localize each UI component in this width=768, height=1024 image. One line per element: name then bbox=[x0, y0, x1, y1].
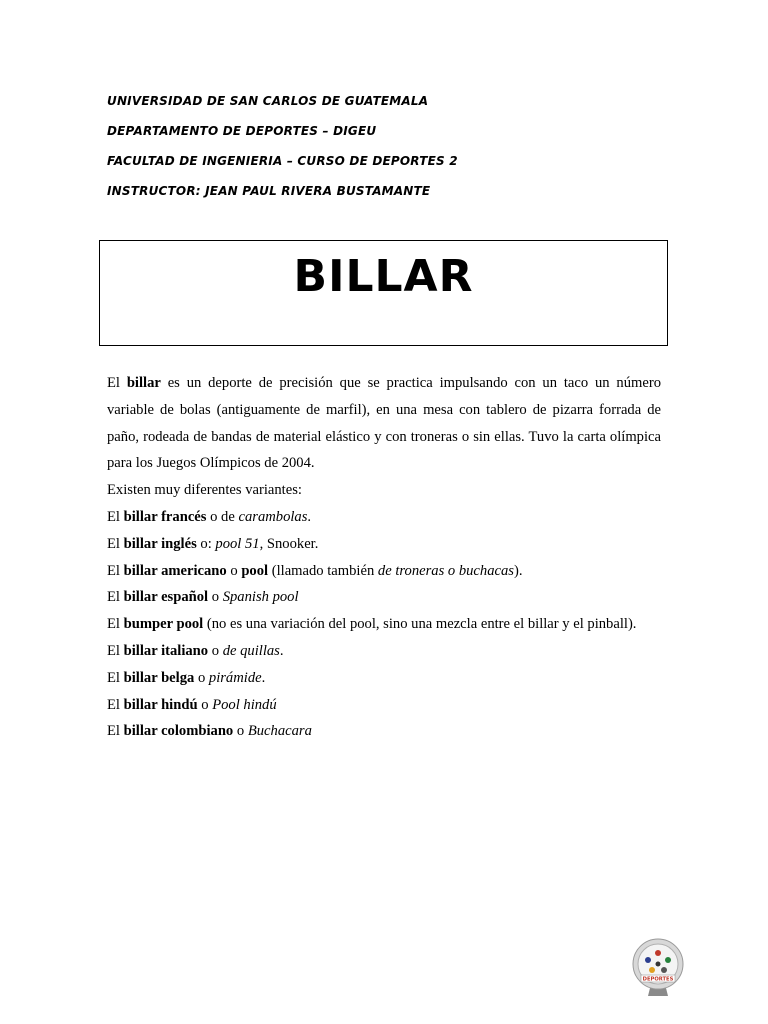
variant-item-belga bbox=[107, 665, 661, 692]
variant-prefix: El bbox=[107, 696, 124, 713]
variant-prefix: El bbox=[107, 535, 124, 552]
variant-prefix: El bbox=[107, 589, 124, 606]
variant-name: billar inglés bbox=[123, 535, 197, 552]
variant-item-bumper-pool bbox=[107, 611, 661, 638]
variant-alias: pool 51 bbox=[215, 535, 260, 552]
variant-connector: o de bbox=[206, 508, 239, 525]
page-title: BILLAR bbox=[293, 251, 474, 302]
variant-connector-alt: (llamado también bbox=[268, 562, 378, 579]
intro-bold-term: billar bbox=[126, 375, 161, 391]
variant-prefix: El bbox=[107, 616, 124, 633]
variant-name: bumper pool bbox=[123, 616, 204, 633]
variants-intro: Existen muy diferentes variantes: bbox=[107, 482, 302, 499]
variant-prefix: El bbox=[107, 723, 124, 740]
deportes-logo-icon bbox=[632, 938, 684, 998]
variant-connector: o bbox=[208, 589, 223, 606]
variant-connector: o bbox=[208, 642, 223, 659]
variant-item-ingles bbox=[107, 531, 661, 558]
variant-connector: (no es una variación del pool, sino una mezcla entre el billar y el pinball). bbox=[203, 616, 637, 633]
logo-text: DEPORTES bbox=[642, 976, 674, 983]
variant-alias: Buchacara bbox=[247, 723, 312, 740]
intro-paragraph bbox=[107, 370, 661, 477]
variant-suffix: , Snooker. bbox=[259, 535, 319, 552]
variant-name: billar español bbox=[123, 589, 209, 606]
header-university: UNIVERSIDAD DE SAN CARLOS DE GUATEMALA bbox=[107, 94, 429, 108]
intro-text-rest: es un deporte de precisión que se practica impulsando con un taco un número variable de bolas (antiguamente de marfil), en una mesa con tablero de pizarra forrada de paño, rodeada de bandas de material elástico y con troneras o sin ellas. Tuvo la carta olímpica para los Juegos Olímpicos de 2004. bbox=[107, 375, 661, 472]
variant-alias: Pool hindú bbox=[212, 696, 277, 713]
header-instructor: INSTRUCTOR: JEAN PAUL RIVERA BUSTAMANTE bbox=[107, 184, 431, 198]
variant-name: billar americano bbox=[123, 562, 227, 579]
variant-name: billar italiano bbox=[123, 642, 209, 659]
variant-name: billar francés bbox=[123, 508, 207, 525]
variant-suffix: . bbox=[279, 642, 284, 659]
variant-connector: o bbox=[233, 723, 248, 740]
variant-connector: o bbox=[226, 562, 242, 579]
variant-item-colombiano bbox=[107, 718, 661, 745]
document-header bbox=[107, 92, 707, 212]
variant-name-alt: pool bbox=[241, 562, 269, 579]
variant-alias: Spanish pool bbox=[222, 589, 299, 606]
variant-alias: carambolas bbox=[238, 508, 308, 525]
header-department: DEPARTAMENTO DE DEPORTES – DIGEU bbox=[107, 124, 377, 138]
variant-suffix: . bbox=[307, 508, 312, 525]
variant-suffix: ). bbox=[513, 562, 523, 579]
title-box bbox=[99, 240, 668, 346]
intro-text-start: El bbox=[107, 375, 127, 391]
document-body bbox=[107, 370, 661, 745]
deportes-logo-graphic bbox=[632, 938, 684, 998]
variant-item-frances bbox=[107, 504, 661, 531]
variant-suffix: . bbox=[261, 669, 266, 686]
variant-connector: o: bbox=[196, 535, 216, 552]
variant-item-italiano bbox=[107, 638, 661, 665]
variant-name: billar colombiano bbox=[123, 723, 234, 740]
variant-prefix: El bbox=[107, 642, 124, 659]
variant-item-americano bbox=[107, 558, 661, 585]
variant-prefix: El bbox=[107, 508, 124, 525]
variant-alias: de troneras o buchacas bbox=[377, 562, 514, 579]
variant-alias: pirámide bbox=[208, 669, 262, 686]
variant-connector: o bbox=[194, 669, 209, 686]
variant-name: billar belga bbox=[123, 669, 195, 686]
variant-item-hindu bbox=[107, 692, 661, 719]
variant-connector: o bbox=[197, 696, 213, 713]
variant-item-espanol bbox=[107, 584, 661, 611]
variant-prefix: El bbox=[107, 562, 124, 579]
variant-prefix: El bbox=[107, 669, 124, 686]
variant-alias: de quillas bbox=[222, 642, 280, 659]
variant-name: billar hindú bbox=[123, 696, 198, 713]
header-faculty: FACULTAD DE INGENIERIA – CURSO DE DEPORTES 2 bbox=[107, 154, 458, 168]
